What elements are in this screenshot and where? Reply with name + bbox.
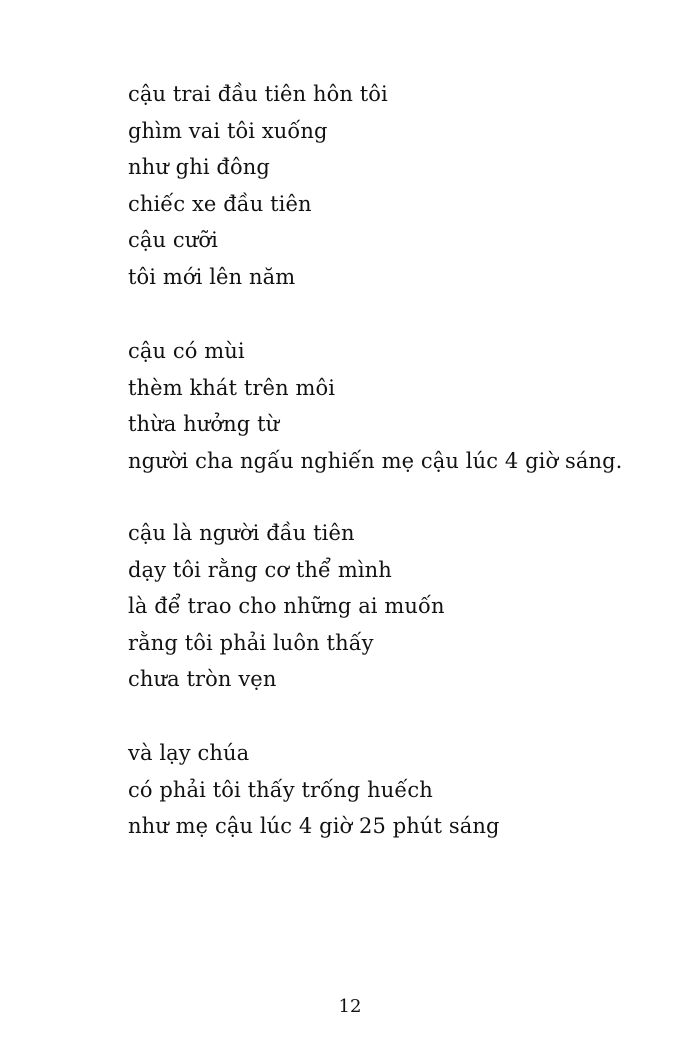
poem-line: chiếc xe đầu tiên — [128, 191, 312, 216]
poem-line: người cha ngấu nghiến mẹ cậu lúc 4 giờ sáng. — [128, 448, 623, 473]
poem-line: ghìm vai tôi xuống — [128, 118, 328, 143]
poem-stanza-3 — [128, 515, 445, 698]
page-number: 12 — [338, 996, 362, 1017]
poem-stanza-1 — [128, 76, 388, 295]
poem-line: thừa hưởng từ — [128, 412, 280, 436]
poem-line: cậu có mùi — [128, 339, 245, 363]
poem-stanza-4 — [128, 735, 500, 845]
poem-line: có phải tôi thấy trống huếch — [128, 777, 433, 802]
poem-stanza-2 — [128, 333, 622, 479]
poem-line: rằng tôi phải luôn thấy — [128, 630, 374, 655]
poem-line: là để trao cho những ai muốn — [128, 594, 445, 618]
poem-line: như mẹ cậu lúc 4 giờ 25 phút sáng — [128, 814, 500, 838]
poem-line: thèm khát trên môi — [128, 375, 336, 400]
poem-line: tôi mới lên năm — [128, 264, 296, 289]
poem-line: cậu trai đầu tiên hôn tôi — [128, 82, 388, 106]
poem-line: cậu cưỡi — [128, 228, 218, 252]
poem-line: như ghi đông — [128, 155, 270, 179]
poem-line: và lạy chúa — [128, 741, 250, 765]
poem-line: chưa tròn vẹn — [128, 667, 277, 691]
poem-line: cậu là người đầu tiên — [128, 521, 355, 545]
poem-line: dạy tôi rằng cơ thể mình — [128, 557, 392, 582]
